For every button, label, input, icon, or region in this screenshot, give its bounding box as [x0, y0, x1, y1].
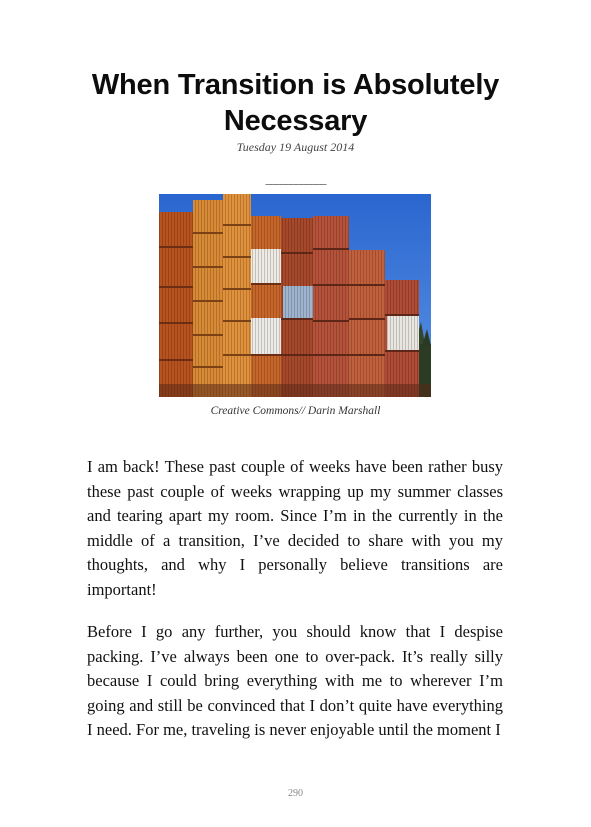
- shipping-containers-photo: [159, 194, 431, 397]
- paragraph-text: Before I go any further, you should know that I despise packing. I’ve always been one to over-pack. It’s really silly because I could bring everything with me to wherever I’m going and still be convinced that I don’t quite have everything I need. For me, traveling is never enjoyable until the moment I: [87, 622, 503, 739]
- page-number: 290: [288, 788, 303, 799]
- body-paragraph: [87, 620, 503, 743]
- article-date: Tuesday 19 August 2014: [236, 140, 355, 154]
- body-paragraph: [87, 455, 503, 602]
- paragraph-text: I am back! These past couple of weeks have been rather busy these past couple of weeks wrapping up my summer classes and tearing apart my room. Since I’m in the currently in the middle of a transition, I’ve decided to share with you my thoughts, and why I personally believe transitions are important!: [87, 457, 503, 599]
- separator-line: ____________: [265, 172, 326, 186]
- article-title: When Transition is Absolutely Necessary: [91, 69, 500, 137]
- image-caption: Creative Commons// Darin Marshall: [210, 405, 381, 417]
